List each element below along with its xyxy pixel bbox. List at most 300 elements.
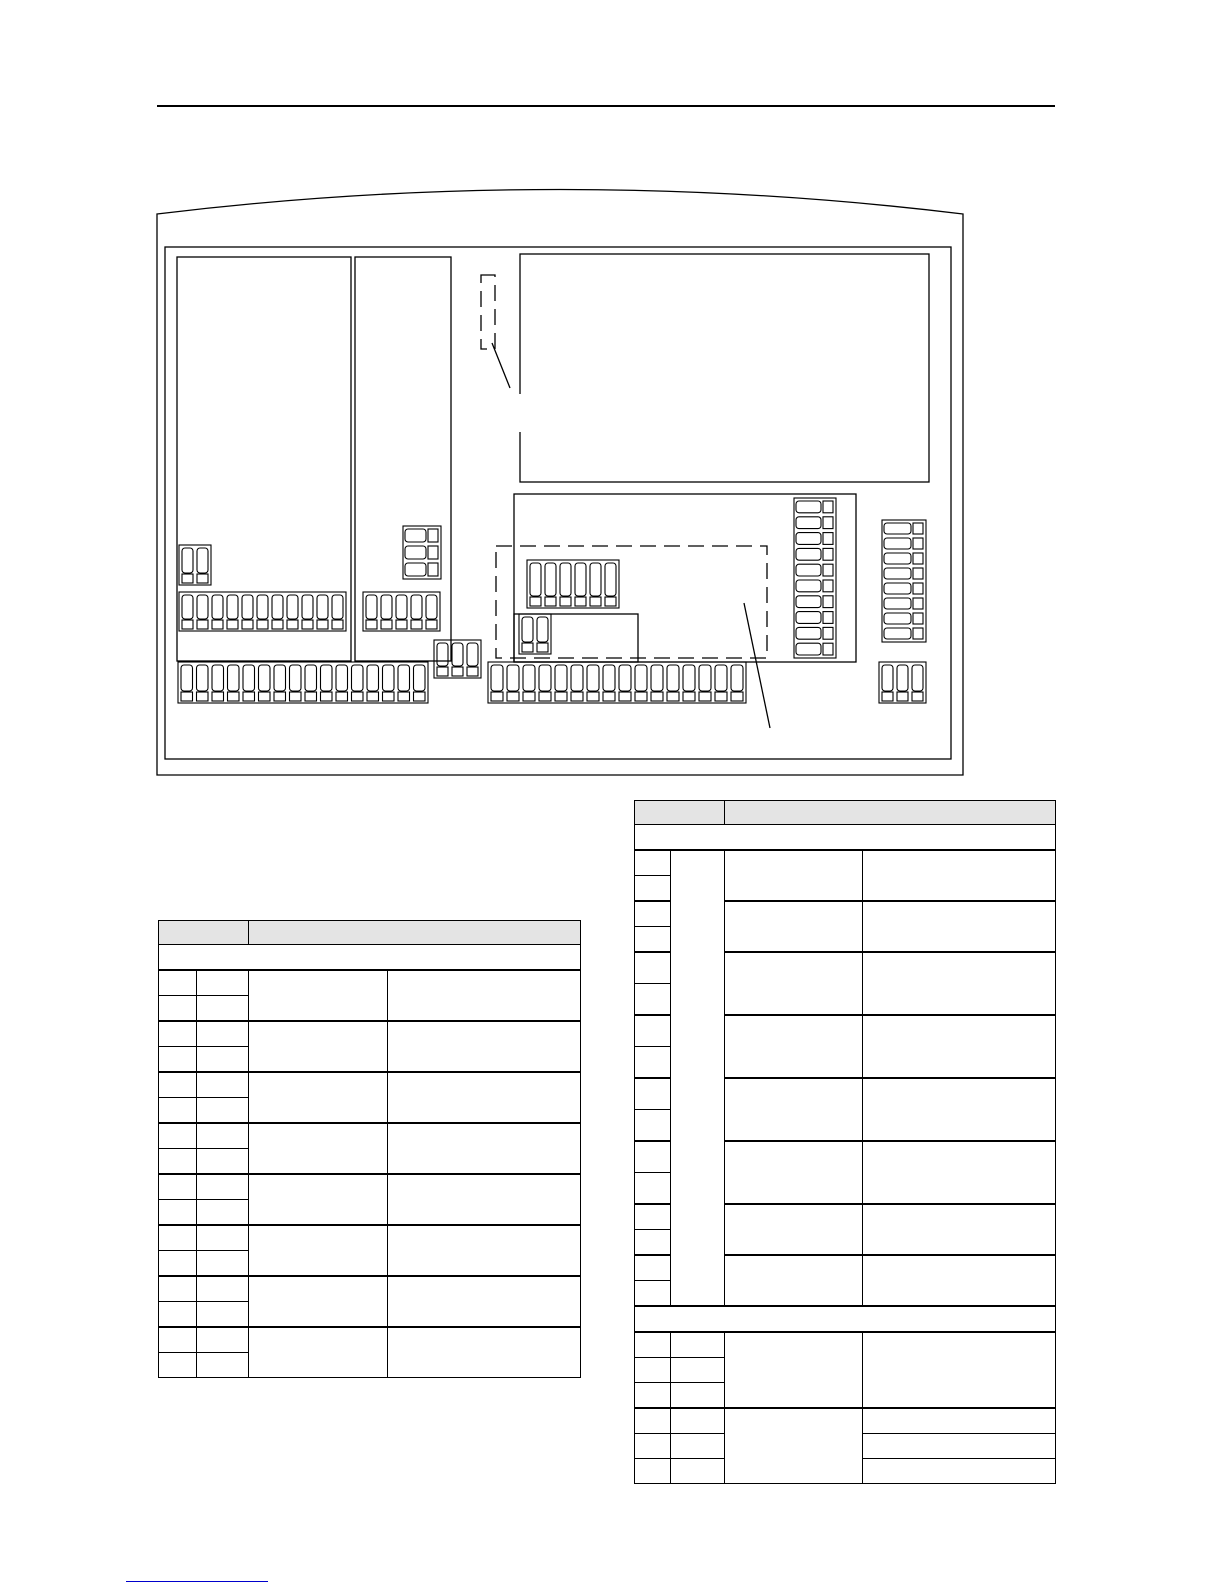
- terminal-number-cell: [159, 1072, 197, 1098]
- signal-description-cell: [863, 1141, 1056, 1204]
- bottom-center-terminal-row-pin-base: [587, 692, 599, 701]
- terminal-number-cell: [159, 1251, 197, 1277]
- terminal-label-cell: [197, 996, 249, 1022]
- terminal-label-cell: [197, 1327, 249, 1353]
- bottom-right-terminal-row-pin-base: [882, 692, 893, 701]
- header-cell-terminal: [635, 801, 725, 825]
- terminal-number-cell: [635, 1255, 671, 1281]
- terminal-number-cell: [159, 1327, 197, 1353]
- left-board-connector-row-pin: [212, 595, 223, 619]
- dashed-region-top: [481, 275, 495, 349]
- terminal-label-cell: [197, 1200, 249, 1226]
- terminal-number-cell: [635, 1434, 671, 1459]
- middle-board-connector-row-pin: [426, 595, 437, 619]
- header-cell-description: [725, 801, 1056, 825]
- signal-description-cell: [863, 1459, 1056, 1484]
- table-row: [635, 1332, 1056, 1358]
- control-board: [514, 494, 856, 662]
- signal-description-cell: [863, 1408, 1056, 1434]
- middle-board-connector-row: [363, 592, 440, 631]
- terminal-number-cell: [159, 1021, 197, 1047]
- left-board-connector-row: [179, 592, 346, 631]
- bottom-left-terminal-row-pin-base: [274, 692, 286, 701]
- terminal-number-cell: [159, 996, 197, 1022]
- signal-description-cell: [863, 952, 1056, 1015]
- signal-description-cell: [863, 1332, 1056, 1408]
- right-terminal-table: [634, 800, 1056, 1484]
- bottom-center-terminal-row-pin-base: [635, 692, 647, 701]
- middle-board-connector-row-pin-base: [366, 620, 377, 629]
- right-column-b-connector-pin-base: [913, 583, 923, 594]
- right-column-b-connector-pin: [884, 538, 911, 549]
- bottom-center-terminal-row-pin: [699, 665, 711, 691]
- bottom-left-terminal-row-pin: [228, 665, 240, 691]
- bottom-left-terminal-row-pin-base: [352, 692, 364, 701]
- inner-board-connector-row-pin-base: [605, 597, 616, 606]
- signal-description-cell: [863, 901, 1056, 952]
- left-board-connector-row-pin: [302, 595, 313, 619]
- signal-description-cell: [863, 1015, 1056, 1078]
- terminal-number-cell: [635, 850, 671, 876]
- bottom-right-terminal-row-pin: [912, 665, 923, 691]
- terminal-label-cell: [197, 1021, 249, 1047]
- bottom-center-terminal-row-pin-base: [699, 692, 711, 701]
- left-board-connector-row-pin: [317, 595, 328, 619]
- terminal-number-cell: [635, 1459, 671, 1484]
- signal-name-cell: [725, 850, 863, 901]
- terminal-number-cell: [159, 1098, 197, 1124]
- signal-description-cell: [863, 1204, 1056, 1255]
- terminal-label-cell: [197, 1047, 249, 1073]
- signal-name-cell: [249, 1072, 388, 1123]
- bottom-center-terminal-row-pin: [507, 665, 519, 691]
- bottom-right-terminal-row-pin-base: [912, 692, 923, 701]
- terminal-number-cell: [159, 1174, 197, 1200]
- inner-board-small-connector-pin-base: [537, 643, 548, 652]
- right-column-a-connector-pin: [796, 501, 821, 513]
- signal-description-cell: [388, 1276, 581, 1327]
- right-column-a-connector-pin: [796, 533, 821, 545]
- terminal-number-cell: [635, 927, 671, 953]
- middle-board-connector-row-pin: [411, 595, 422, 619]
- terminal-number-cell: [635, 901, 671, 927]
- leader-line-mid: [744, 603, 770, 728]
- inner-board-small-connector-pin: [522, 617, 533, 642]
- signal-name-cell: [249, 970, 388, 1021]
- bottom-center-terminal-row-pin: [587, 665, 599, 691]
- bottom-center-terminal-row-pin: [619, 665, 631, 691]
- bottom-left-terminal-row-pin-base: [212, 692, 224, 701]
- signal-name-cell: [249, 1174, 388, 1225]
- bottom-center-terminal-row-pin-base: [651, 692, 663, 701]
- center-jumper-block-pin: [437, 643, 448, 666]
- signal-name-cell: [725, 1015, 863, 1078]
- right-column-a-connector-pin-base: [823, 580, 833, 592]
- right-column-a-connector-pin: [796, 596, 821, 608]
- signal-name-cell: [725, 1078, 863, 1141]
- terminal-label-cell: [197, 1174, 249, 1200]
- inner-board-connector-row-pin-base: [575, 597, 586, 606]
- right-column-b-connector-pin-base: [913, 553, 923, 564]
- left-board-connector-row-pin-base: [212, 620, 223, 629]
- terminal-number-cell: [635, 1230, 671, 1256]
- left-board-connector-row-pin-base: [182, 620, 193, 629]
- table-row: [159, 1021, 581, 1047]
- terminal-label-cell: [671, 1358, 725, 1383]
- bottom-center-terminal-row-pin-base: [667, 692, 679, 701]
- signal-name-cell: [725, 1332, 863, 1408]
- middle-board-connector-row-pin-base: [381, 620, 392, 629]
- bottom-center-terminal-row-pin: [731, 665, 743, 691]
- bottom-center-terminal-row-pin-base: [491, 692, 503, 701]
- inner-board-connector-row-pin-base: [560, 597, 571, 606]
- terminal-label-cell: [197, 1302, 249, 1328]
- connector-group: [178, 498, 926, 703]
- signal-name-cell: [249, 1327, 388, 1378]
- left-board-connector-row-pin-base: [242, 620, 253, 629]
- middle-board-connector-row-pin-base: [396, 620, 407, 629]
- inner-board-small-connector: [519, 614, 551, 654]
- inner-board-connector-row-pin-base: [545, 597, 556, 606]
- table-header-row: [159, 921, 581, 945]
- terminal-label-cell: [197, 1251, 249, 1277]
- signal-description-cell: [863, 850, 1056, 901]
- terminal-number-cell: [635, 1110, 671, 1142]
- bottom-center-terminal-row-pin: [715, 665, 727, 691]
- bottom-center-terminal-row-pin-base: [539, 692, 551, 701]
- terminal-label-cell: [671, 1434, 725, 1459]
- bottom-center-terminal-row-pin-base: [619, 692, 631, 701]
- terminal-label-cell: [671, 1332, 725, 1358]
- leader-line-top: [492, 343, 510, 388]
- right-column-b-connector-pin-base: [913, 568, 923, 579]
- bottom-left-terminal-row-pin: [243, 665, 255, 691]
- terminal-label-cell: [671, 1408, 725, 1434]
- terminal-number-cell: [159, 1123, 197, 1149]
- signal-name-cell: [725, 1204, 863, 1255]
- middle-board-stack-connector: [403, 526, 441, 579]
- bottom-left-terminal-row-pin: [352, 665, 364, 691]
- bottom-left-terminal-row-pin: [321, 665, 333, 691]
- right-column-a-connector-pin-base: [823, 643, 833, 655]
- signal-name-cell: [249, 1021, 388, 1072]
- section-title-row: [635, 1306, 1056, 1332]
- inner-board-connector-row-pin: [545, 563, 556, 596]
- bottom-center-terminal-row-pin-base: [683, 692, 695, 701]
- bottom-center-terminal-row-pin-base: [507, 692, 519, 701]
- terminal-number-cell: [635, 952, 671, 984]
- right-column-a-connector-pin: [796, 580, 821, 592]
- left-board-connector-row-pin-base: [287, 620, 298, 629]
- terminal-label-cell: [197, 1098, 249, 1124]
- table-header-row: [635, 801, 1056, 825]
- terminal-label-cell: [197, 1353, 249, 1378]
- bottom-center-terminal-row-pin-base: [523, 692, 535, 701]
- bottom-right-terminal-row-pin: [897, 665, 908, 691]
- terminal-number-cell: [159, 970, 197, 996]
- left-board-connector-row-pin: [197, 595, 208, 619]
- bottom-center-terminal-row-pin: [651, 665, 663, 691]
- bottom-left-terminal-row-pin: [414, 665, 426, 691]
- bottom-center-terminal-row-pin: [683, 665, 695, 691]
- center-jumper-block-pin-base: [467, 667, 478, 676]
- signal-name-cell: [725, 1255, 863, 1306]
- right-column-a-connector-pin-base: [823, 564, 833, 576]
- bottom-center-terminal-row-pin: [603, 665, 615, 691]
- header-cell-terminal: [159, 921, 249, 945]
- table-row: [635, 1408, 1056, 1434]
- left-board-connector-row-pin-base: [197, 620, 208, 629]
- terminal-number-cell: [159, 1149, 197, 1175]
- inner-board-connector-row-pin: [590, 563, 601, 596]
- left-board-connector-row-pin-base: [257, 620, 268, 629]
- right-column-b-connector-pin-base: [913, 523, 923, 534]
- table-row: [159, 1174, 581, 1200]
- left-board-connector-row-pin-base: [272, 620, 283, 629]
- center-jumper-block-pin-base: [437, 667, 448, 676]
- terminal-number-cell: [159, 1200, 197, 1226]
- bottom-left-terminal-row-pin: [398, 665, 410, 691]
- signal-name-cell: [249, 1276, 388, 1327]
- terminal-number-cell: [635, 1047, 671, 1079]
- signal-name-cell: [249, 1225, 388, 1276]
- left-board-connector-row-pin: [287, 595, 298, 619]
- bottom-left-terminal-row-pin: [197, 665, 209, 691]
- left-board-connector-row-pin-base: [332, 620, 343, 629]
- table-row: [159, 1072, 581, 1098]
- terminal-number-cell: [635, 1281, 671, 1307]
- right-column-b-connector-pin: [884, 583, 911, 594]
- bottom-center-terminal-row-pin: [523, 665, 535, 691]
- signal-description-cell: [388, 1225, 581, 1276]
- terminal-label-cell: [671, 1459, 725, 1484]
- left-board-top-connector-pin: [182, 548, 193, 573]
- inner-board-connector-row-pin-base: [590, 597, 601, 606]
- bottom-left-terminal-row-pin: [274, 665, 286, 691]
- inner-board-connector-row-pin-base: [530, 597, 541, 606]
- right-column-b-connector-pin-base: [913, 538, 923, 549]
- terminal-number-cell: [635, 1078, 671, 1110]
- center-jumper-block-pin: [452, 643, 463, 666]
- right-column-b-connector-pin: [884, 553, 911, 564]
- bottom-left-terminal-row-pin: [336, 665, 348, 691]
- signal-description-cell: [388, 1174, 581, 1225]
- table-row: [159, 1327, 581, 1353]
- signal-description-cell: [863, 1434, 1056, 1459]
- terminal-label-cell: [197, 1225, 249, 1251]
- left-board: [177, 257, 351, 661]
- signal-name-cell: [249, 1123, 388, 1174]
- bottom-left-terminal-row-pin: [305, 665, 317, 691]
- inner-board-connector-row-pin: [530, 563, 541, 596]
- signal-description-cell: [388, 1021, 581, 1072]
- middle-board-connector-row-pin-base: [411, 620, 422, 629]
- bottom-center-terminal-row-pin: [491, 665, 503, 691]
- bottom-left-terminal-row-pin: [212, 665, 224, 691]
- right-column-a-connector-pin: [796, 517, 821, 529]
- right-column-a-connector-pin: [796, 548, 821, 560]
- bottom-center-terminal-row-pin-base: [555, 692, 567, 701]
- bottom-left-terminal-row-pin-base: [305, 692, 317, 701]
- right-column-a-connector-pin-base: [823, 548, 833, 560]
- right-column-a-connector-pin-base: [823, 517, 833, 529]
- left-board-connector-row-pin: [227, 595, 238, 619]
- terminal-number-cell: [159, 1302, 197, 1328]
- bottom-right-terminal-row-pin: [882, 665, 893, 691]
- footer-link[interactable]: [126, 1581, 268, 1582]
- middle-board-connector-row-pin: [366, 595, 377, 619]
- section-title-cell: [159, 945, 581, 971]
- right-column-a-connector-pin: [796, 627, 821, 639]
- bottom-left-terminal-row-pin-base: [321, 692, 333, 701]
- left-board-connector-row-pin: [272, 595, 283, 619]
- inner-board-small-connector-pin: [537, 617, 548, 642]
- bottom-left-terminal-row-pin: [290, 665, 302, 691]
- table-row: [635, 850, 1056, 876]
- inner-board-connector-row-pin: [605, 563, 616, 596]
- terminal-number-cell: [635, 876, 671, 902]
- right-column-b-connector-pin: [884, 628, 911, 639]
- bottom-left-terminal-row-pin-base: [414, 692, 426, 701]
- left-board-connector-row-pin: [242, 595, 253, 619]
- terminal-number-cell: [159, 1225, 197, 1251]
- bottom-left-terminal-row-pin-base: [383, 692, 395, 701]
- left-terminal-table: [158, 920, 581, 1378]
- signal-description-cell: [388, 1072, 581, 1123]
- terminal-number-cell: [635, 1383, 671, 1409]
- terminal-label-cell: [197, 1072, 249, 1098]
- bottom-center-terminal-row-pin: [571, 665, 583, 691]
- bottom-left-terminal-row-pin: [383, 665, 395, 691]
- right-column-b-connector-pin: [884, 568, 911, 579]
- bottom-left-terminal-row-pin-base: [259, 692, 271, 701]
- terminal-label-cell: [671, 1383, 725, 1409]
- terminal-number-cell: [635, 1141, 671, 1173]
- bottom-left-terminal-row-pin-base: [228, 692, 240, 701]
- middle-board-connector-row-pin-base: [426, 620, 437, 629]
- right-column-a-connector-pin-base: [823, 533, 833, 545]
- terminal-number-cell: [635, 1204, 671, 1230]
- middle-board-connector-row-pin: [381, 595, 392, 619]
- terminal-number-cell: [635, 984, 671, 1016]
- header-cell-description: [249, 921, 581, 945]
- bottom-center-terminal-row-pin-base: [731, 692, 743, 701]
- right-column-b-connector-pin-base: [913, 613, 923, 624]
- terminal-number-cell: [159, 1047, 197, 1073]
- inner-board-connector-row-pin: [575, 563, 586, 596]
- right-column-b-connector-pin-base: [913, 628, 923, 639]
- right-column-a-connector: [794, 498, 836, 658]
- center-jumper-block-pin: [467, 643, 478, 666]
- signal-description-cell: [388, 1123, 581, 1174]
- signal-description-cell: [388, 970, 581, 1021]
- bottom-center-terminal-row-pin-base: [715, 692, 727, 701]
- terminal-number-cell: [635, 1408, 671, 1434]
- section-title-cell: [635, 825, 1056, 851]
- table-row: [159, 1123, 581, 1149]
- right-column-a-connector-pin: [796, 564, 821, 576]
- left-board-connector-row-pin-base: [317, 620, 328, 629]
- bottom-left-terminal-row-pin-base: [336, 692, 348, 701]
- section-title-row: [159, 945, 581, 971]
- table-row: [159, 1276, 581, 1302]
- terminal-number-cell: [159, 1353, 197, 1378]
- inner-board-small-connector-pin-base: [522, 643, 533, 652]
- signal-name-cell: [725, 1408, 863, 1484]
- bottom-left-terminal-row-pin-base: [290, 692, 302, 701]
- terminal-label-cell: [197, 1276, 249, 1302]
- bottom-left-terminal-row: [178, 662, 428, 703]
- right-column-a-connector-pin: [796, 643, 821, 655]
- connector-label-cell: [671, 850, 725, 1306]
- section-title-row: [635, 825, 1056, 851]
- bottom-left-terminal-row-pin-base: [197, 692, 209, 701]
- terminal-number-cell: [635, 1015, 671, 1047]
- right-column-a-connector-pin-base: [823, 627, 833, 639]
- inner-board-connector-row-pin: [560, 563, 571, 596]
- terminal-label-cell: [197, 970, 249, 996]
- middle-board-stack-connector-pin-base: [428, 529, 438, 542]
- middle-board-stack-connector-pin: [405, 563, 426, 576]
- signal-name-cell: [725, 952, 863, 1015]
- signal-name-cell: [725, 901, 863, 952]
- middle-board-stack-connector-pin: [405, 529, 426, 542]
- right-column-a-connector-pin-base: [823, 612, 833, 624]
- terminal-number-cell: [159, 1276, 197, 1302]
- table-row: [159, 1225, 581, 1251]
- terminal-number-cell: [635, 1173, 671, 1205]
- bottom-left-terminal-row-pin-base: [243, 692, 255, 701]
- left-board-top-connector-pin: [197, 548, 208, 573]
- section-title-cell: [635, 1306, 1056, 1332]
- signal-name-cell: [725, 1141, 863, 1204]
- right-column-b-connector-pin: [884, 598, 911, 609]
- bottom-right-terminal-row: [879, 662, 926, 703]
- left-board-connector-row-pin: [257, 595, 268, 619]
- left-board-connector-row-pin-base: [302, 620, 313, 629]
- right-column-b-connector-pin-base: [913, 598, 923, 609]
- bottom-left-terminal-row-pin-base: [181, 692, 193, 701]
- left-board-top-connector-pin-base: [197, 574, 208, 583]
- terminal-label-cell: [197, 1149, 249, 1175]
- left-board-connector-row-pin: [332, 595, 343, 619]
- bottom-left-terminal-row-pin: [367, 665, 379, 691]
- table-row: [159, 970, 581, 996]
- center-jumper-block: [434, 640, 481, 678]
- left-board-connector-row-pin-base: [227, 620, 238, 629]
- middle-board-stack-connector-pin-base: [428, 546, 438, 559]
- bottom-left-terminal-row-pin-base: [398, 692, 410, 701]
- bottom-center-terminal-row-pin: [635, 665, 647, 691]
- terminal-label-cell: [197, 1123, 249, 1149]
- signal-description-cell: [388, 1327, 581, 1378]
- terminal-number-cell: [635, 1332, 671, 1358]
- signal-description-cell: [863, 1255, 1056, 1306]
- middle-board-stack-connector-pin-base: [428, 563, 438, 576]
- bottom-left-terminal-row-pin-base: [367, 692, 379, 701]
- signal-description-cell: [863, 1078, 1056, 1141]
- right-column-b-connector-pin: [884, 523, 911, 534]
- bottom-center-terminal-row-pin-base: [603, 692, 615, 701]
- right-column-a-connector-pin: [796, 612, 821, 624]
- bottom-center-terminal-row-pin: [667, 665, 679, 691]
- bottom-center-terminal-row-pin: [555, 665, 567, 691]
- right-column-a-connector-pin-base: [823, 501, 833, 513]
- middle-board-connector-row-pin: [396, 595, 407, 619]
- right-column-b-connector-pin: [884, 613, 911, 624]
- display-board: [520, 254, 929, 482]
- left-board-connector-row-pin: [182, 595, 193, 619]
